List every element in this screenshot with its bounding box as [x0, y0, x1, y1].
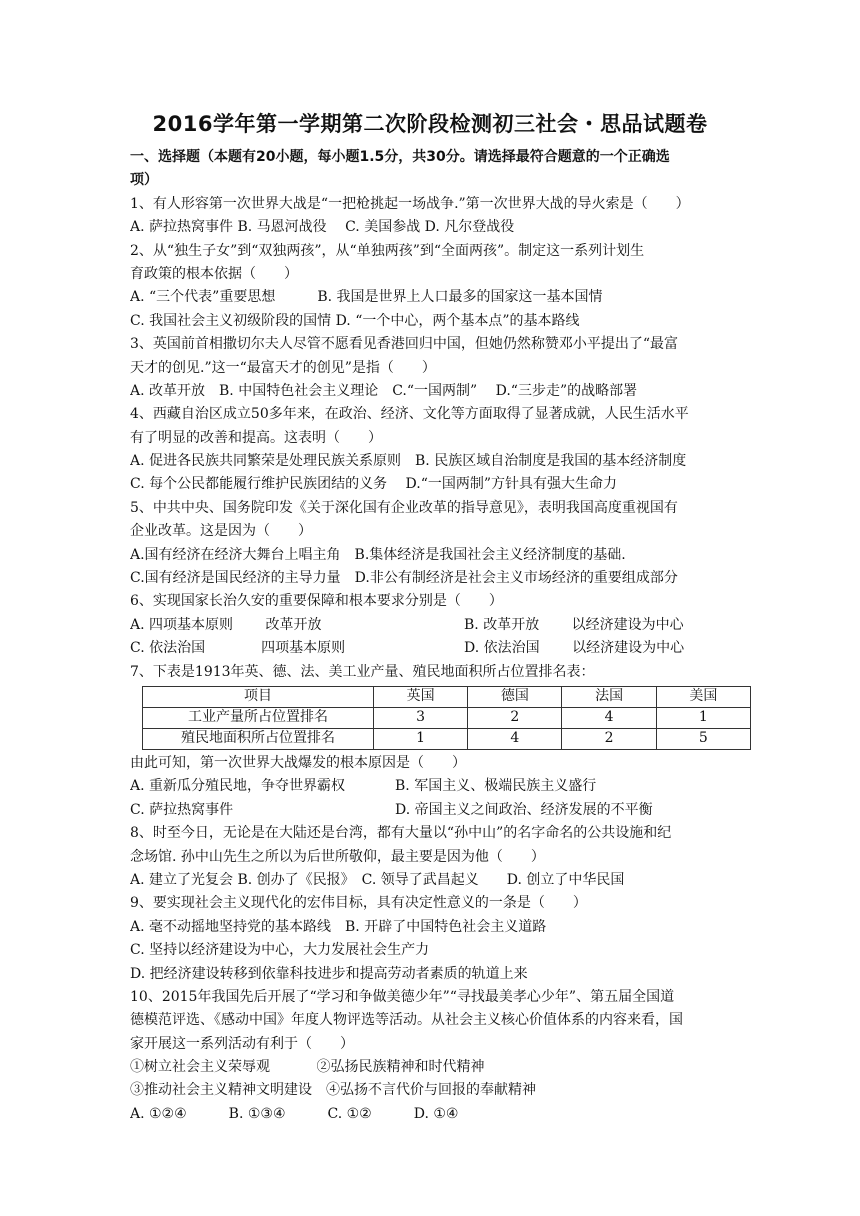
- table-cell: 5: [656, 728, 750, 749]
- question-6-option-row-1: [130, 614, 735, 637]
- table-header-cell: 英国: [373, 686, 467, 707]
- table-cell: 1: [656, 707, 750, 728]
- section-heading: 一、选择题（本题有20小题，每小题1.5分，共30分。请选择最符合题意的一个正确选: [130, 149, 670, 165]
- question-1-options: A. 萨拉热窝事件 B. 马恩河战役 C. 美国参战 D. 凡尔登战役: [130, 219, 515, 236]
- table-cell: 3: [373, 707, 467, 728]
- question-2-option-ab: A. “三个代表”重要思想 B. 我国是世界上人口最多的国家这一基本国情: [130, 289, 603, 306]
- question-4-option-cd: C. 每个公民都能履行维护民族团结的义务 D.“一国两制”方针具有强大生命力: [130, 476, 618, 493]
- question-4-option-ab: A. 促进各民族共同繁荣是处理民族关系原则 B. 民族区域自治制度是我国的基本经济制度: [130, 453, 687, 470]
- table-cell: 殖民地面积所占位置排名: [143, 728, 374, 749]
- question-7-option-a: A. 重新瓜分殖民地，争夺世界霸权: [130, 778, 346, 795]
- table-header-cell: 法国: [562, 686, 656, 707]
- question-6-option-row-2: [130, 637, 735, 660]
- table-cell: 4: [468, 728, 562, 749]
- exam-content: [130, 146, 735, 1126]
- table-cell: 工业产量所占位置排名: [143, 707, 374, 728]
- question-2-stem: 2、从“独生子女”到“双独两孩”，从“单独两孩”到“全面两孩”。制定这一系列计划生: [130, 242, 645, 259]
- question-8-stem: 8、时至今日，无论是在大陆还是台湾，都有大量以“孙中山”的名字命名的公共设施和纪: [130, 825, 672, 842]
- table-cell: 4: [562, 707, 656, 728]
- question-5-stem: 5、中共中央、国务院印发《关于深化国有企业改革的指导意见》，表明我国高度重视国有: [130, 499, 678, 516]
- table-cell: 2: [468, 707, 562, 728]
- table-row: [143, 728, 751, 749]
- question-9-option-ab: A. 毫不动摇地坚持党的基本路线 B. 开辟了中国特色社会主义道路: [130, 918, 547, 935]
- question-10-options: A. ①②④ B. ①③④ C. ①② D. ①④: [130, 1105, 459, 1122]
- question-3-stem: 3、英国前首相撒切尔夫人尽管不愿看见香港回归中国，但她仍然称赞邓小平提出了“最富: [130, 336, 679, 353]
- table-cell: 2: [562, 728, 656, 749]
- question-2-stem-cont: 育政策的根本依据（ ）: [130, 265, 298, 282]
- question-1-stem: 1、有人形容第一次世界大战是“一把枪挑起一场战争.”第一次世界大战的导火索是（ ）: [130, 195, 690, 212]
- question-5-option-ab: A.国有经济在经济大舞台上唱主角 B.集体经济是我国社会主义经济制度的基础.: [130, 546, 626, 563]
- table-cell: 1: [373, 728, 467, 749]
- question-6-option-c: C. 依法治国 四项基本原则: [130, 640, 346, 657]
- question-7-option-c: C. 萨拉热窝事件: [130, 801, 234, 818]
- question-9-option-c: C. 坚持以经济建设为中心，大力发展社会生产力: [130, 942, 430, 959]
- question-8-options: A. 建立了光复会 B. 创办了《民报》 C. 领导了武昌起义 D. 创立了中华民国: [130, 871, 625, 888]
- table-header-cell: 德国: [468, 686, 562, 707]
- question-6-option-d: D. 依法治国 以经济建设为中心: [464, 640, 685, 657]
- table-header-cell: 项目: [143, 686, 374, 707]
- question-7-option-row-2: [130, 799, 735, 822]
- ranking-table: [142, 686, 751, 750]
- question-7-option-d: D. 帝国主义之间政治、经济发展的不平衡: [395, 801, 653, 818]
- question-4-stem: 4、西藏自治区成立50多年来，在政治、经济、文化等方面取得了显著成就，人民生活水平: [130, 406, 689, 423]
- question-6-stem: 6、实现国家长治久安的重要保障和根本要求分别是（ ）: [130, 593, 503, 610]
- table-header-row: [143, 686, 751, 707]
- question-7-option-row-1: [130, 775, 735, 798]
- question-5-option-cd: C.国有经济是国民经济的主导力量 D.非公有制经济是社会主义市场经济的重要组成部分: [130, 570, 678, 587]
- table-row: [143, 707, 751, 728]
- question-7-followup: 由此可知，第一次世界大战爆发的根本原因是（ ）: [130, 754, 466, 771]
- question-10-items-12: ①树立社会主义荣辱观 ②弘扬民族精神和时代精神: [130, 1059, 485, 1076]
- question-10-items-34: ③推动社会主义精神文明建设 ④弘扬不言代价与回报的奉献精神: [130, 1082, 536, 1099]
- question-5-stem-cont: 企业改革。这是因为（ ）: [130, 523, 312, 540]
- question-10-stem-cont-2: 家开展这一系列活动有利于（ ）: [130, 1035, 354, 1052]
- question-6-option-b: B. 改革开放 以经济建设为中心: [464, 616, 684, 633]
- question-10-stem: 10、2015年我国先后开展了“学习和争做美德少年”“寻找最美孝心少年”、第五届全国道: [130, 988, 675, 1005]
- question-7-option-b: B. 军国主义、极端民族主义盛行: [395, 778, 597, 795]
- question-3-options: A. 改革开放 B. 中国特色社会主义理论 C.“一国两制” D.“三步走”的战略部署: [130, 382, 638, 399]
- question-9-stem: 9、要实现社会主义现代化的宏伟目标，具有决定性意义的一条是（ ）: [130, 895, 587, 912]
- question-10-stem-cont: 德模范评选、《感动中国》年度人物评选等活动。从社会主义核心价值体系的内容来看，国: [130, 1012, 683, 1029]
- section-heading-cont: 项）: [130, 172, 158, 189]
- question-2-option-cd: C. 我国社会主义初级阶段的国情 D. “一个中心，两个基本点”的基本路线: [130, 312, 580, 329]
- question-7-stem: 7、下表是1913年英、德、法、美工业产量、殖民地面积所占位置排名表：: [130, 663, 595, 680]
- question-4-stem-cont: 有了明显的改善和提高。这表明（ ）: [130, 429, 382, 446]
- question-9-option-d: D. 把经济建设转移到依靠科技进步和提高劳动者素质的轨道上来: [130, 965, 528, 982]
- question-6-option-a: A. 四项基本原则 改革开放: [130, 616, 322, 633]
- table-header-cell: 美国: [656, 686, 750, 707]
- question-3-stem-cont: 天才的创见.”这一“最富天才的创见”是指（ ）: [130, 359, 436, 376]
- exam-title: 2016学年第一学期第二次阶段检测初三社会・思品试题卷: [152, 112, 708, 136]
- question-8-stem-cont: 念场馆. 孙中山先生之所以为后世所敬仰，最主要是因为他（ ）: [130, 848, 545, 865]
